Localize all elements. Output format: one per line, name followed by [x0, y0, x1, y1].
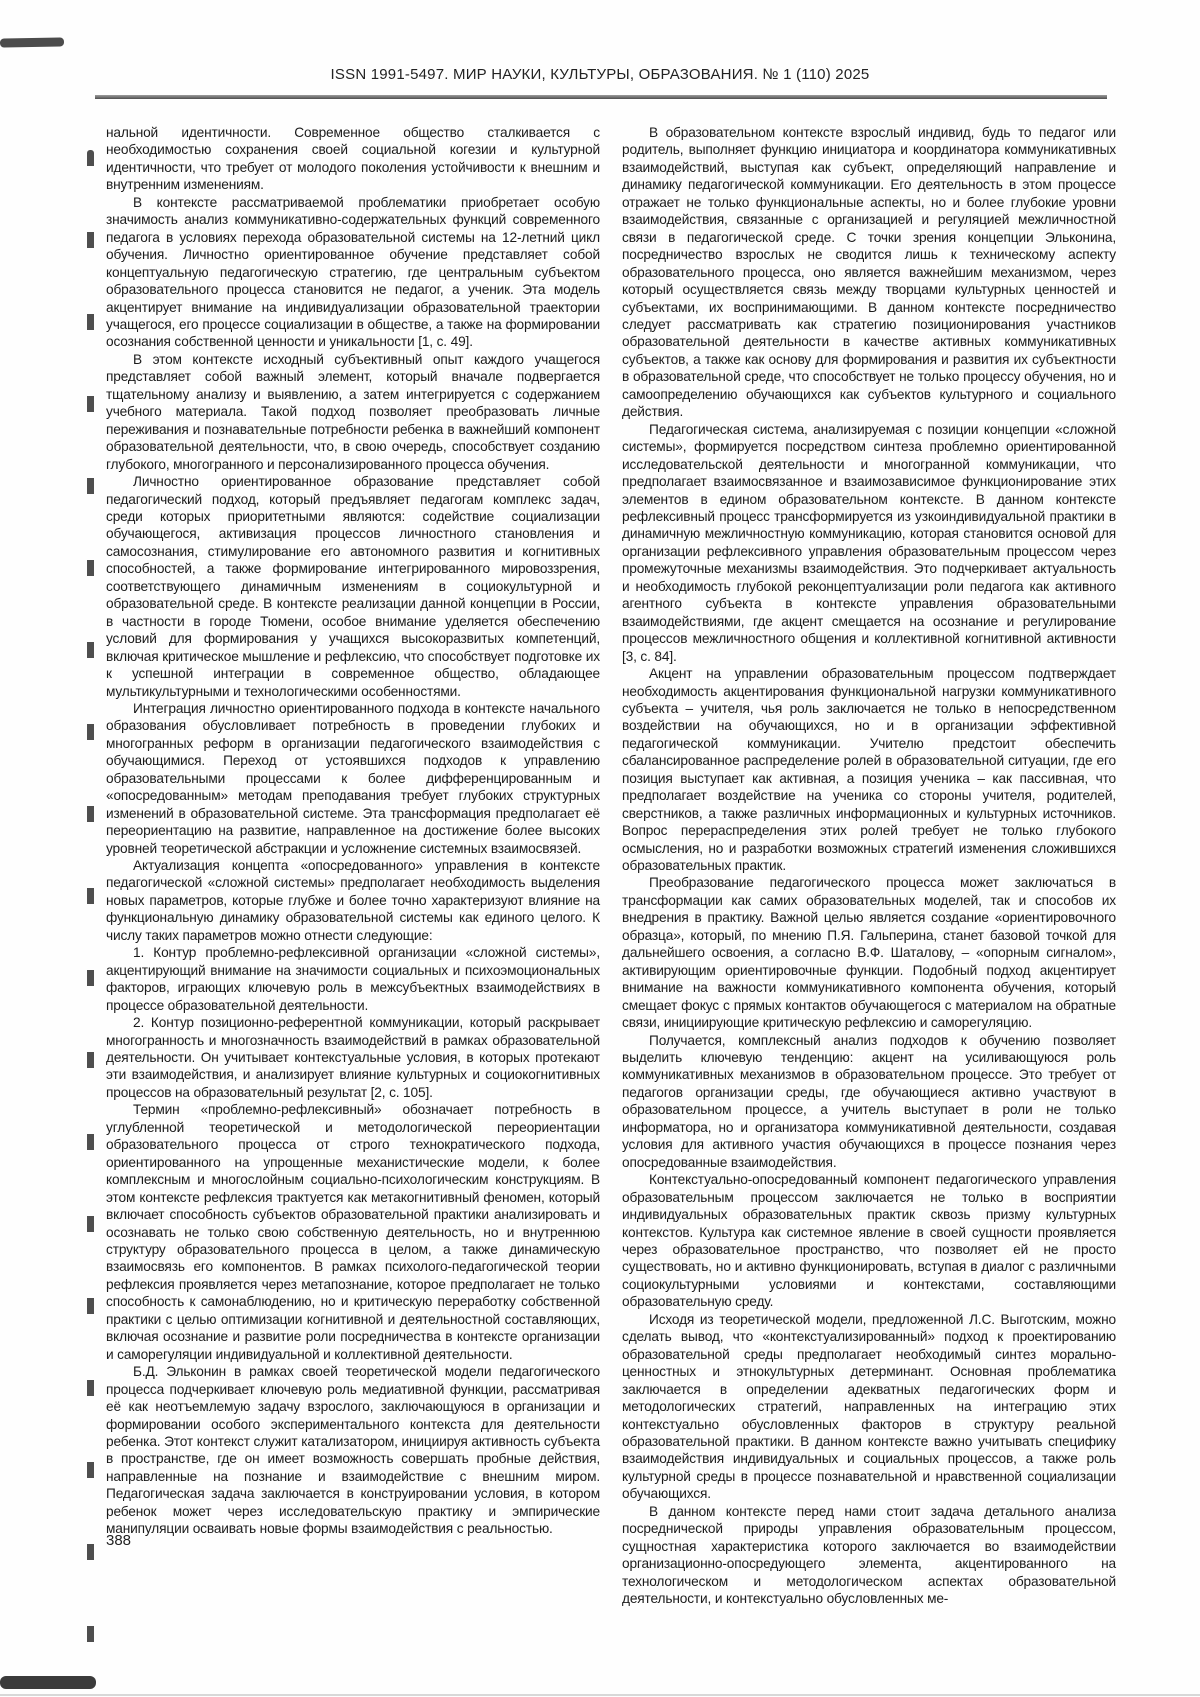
paragraph: Получается, комплексный анализ подходов к обучению позволяет выделить ключевую тенденцию: акцент на усиливающуюся роль коммуникативных механизмов в образовательном процессе. Это требует от педагогов организации среды, где обучающиеся активно участвуют в образовательном процессе, а учитель выступает в роли не только информатора, но и организатора коммуникативной деятельности, создавая условия для активного участия обучающихся в процессе познания через опосредованные взаимодействия. [622, 1032, 1116, 1170]
scan-artifact [0, 1694, 1200, 1696]
paragraph: Преобразование педагогического процесса может заключаться в трансформации как самих образовательных моделей, так и способов их внедрения в практику. Важной целью является создание «ориентировочного образца», который, по мнению П.Я. Гальперина, станет базовой точкой для дальнейшего освоения, а согласно В.Ф. Шаталову, – «опорным сигналом», активирующим ориентировочные функции. Подобный подход акцентирует внимание на важности коммуникативного компонента обучения, который смещает фокус с прямых контактов обучающегося с материалом на обратные связи, инициирующие критическую рефлексию и саморегуляцию. [622, 875, 1116, 1031]
paragraph: Исходя из теоретической модели, предложенной Л.С. Выготским, можно сделать вывод, что «контекстуализированный» подход к проектированию образовательной среды предполагает необходимый синтез морально-ценностных и этнокультурных детерминант. Основная проблематика заключается в определении адекватных педагогических форм и методологических стратегий, направленных на интеграцию этих контекстуально обусловленных факторов в структуру реальной образовательной практики. В данном контексте важно учитывать специфику взаимодействия индивидуальных и социальных процессов, а также роль культурной среды в процессе познавательной и нравственной социализации обучающихся. [622, 1311, 1116, 1502]
paragraph: В образовательном контексте взрослый индивид, будь то педагог или родитель, выполняет функцию инициатора и координатора коммуникативных взаимодействий, выступая как субъект, определяющий направление и динамику педагогической коммуникации. Его деятельность в этом процессе отражает не только функциональные аспекты, но и более глубокие уровни взаимодействия, связанные с организацией и регуляцией межличностной связи в педагогической среде. С точки зрения концепции Эльконина, посредничество взрослых не сводится лишь к техническому аспекту образовательного процесса, оно является важнейшим механизмом, через который осуществляется связь между творцами культурных ценностей и субъектами, их воспринимающими. В данном контексте посредничество следует рассматривать как стратегию позиционирования участников образовательной деятельности в качестве активных коммуникативных субъектов, а также как основу для формирования и развития их субъектности в образовательной среде, что способствует не только процессу обучения, но и самоопределению обучающихся как субъектов культурного и социального действия. [622, 125, 1116, 420]
paragraph-list-item: 1. Контур проблемно-рефлексивной организации «сложной системы», акцентирующий внимание на значимости социальных и психоэмоциональных факторов, играющих ключевую роль в межсубъектных взаимодействиях в процессе образовательной деятельности. [106, 945, 600, 1013]
scan-artifact [0, 37, 64, 47]
paragraph: В данном контексте перед нами стоит задача детального анализа посреднической природы управления образовательным процессом, сущностная характеристика которого заключается во взаимодействии организационно-опосредующего элемента, акцентированного на технологическом и методологическом аспектах образовательной деятельности, и контекстуально обусловленных ме- [622, 1503, 1116, 1607]
paragraph: нальной идентичности. Современное общество сталкивается с необходимостью сохранения своей социальной когезии и культурной идентичности, что требует от молодого поколения устойчивости к внешним и внутренним изменениям. [106, 125, 600, 193]
paragraph: Личностно ориентированное образование представляет собой педагогический подход, который предъявляет педагогам комплекс задач, среди которых приоритетными являются: содействие социализации обучающегося, активизация процессов личностного становления и самосознания, стимулирование его автономного развития и когнитивных способностей, а также формирование интегрированного мировоззрения, соответствующего динамичным изменениям в социокультурной и образовательной среде. В контексте реализации данной концепции в России, в частности в городе Тюмени, особое внимание уделяется обеспечению условий для формирования у учащихся высокоразвитых компетенций, включая критическое мышление и рефлексию, что способствует подготовке их к успешной интеграции в современное общество, обладающее мультикультурными и технологическими особенностями. [106, 474, 600, 699]
article-body [106, 124, 1116, 1608]
paragraph: Контекстуально-опосредованный компонент педагогического управления образовательным процессом заключается не только в восприятии индивидуальных образовательных практик сквозь призму культурных контекстов. Культура как системное явление в своей сущности проявляется через образовательное пространство, что позволяет ей не просто существовать, но и активно функционировать, вступая в диалог с различными социокультурными условиями и контекстами, составляющими образовательную среду. [622, 1172, 1116, 1310]
page-number: 388 [106, 1532, 132, 1549]
paragraph: Термин «проблемно-рефлексивный» обозначает потребность в углубленной теоретической и методологической переориентации образовательного процесса от строго технократического подхода, ориентированного на упрощенные механистические модели, к более комплексным и многослойным социально-психологическим конструкциям. В этом контексте рефлексия трактуется как метакогнитивный феномен, который включает способность субъектов образовательной практики анализировать и осознавать не только свою собственную деятельность, но и внутреннюю структуру образовательного процесса в целом, а также динамическую взаимосвязь его компонентов. В рамках психолого-педагогической теории рефлексия проявляется через метапознание, которое предполагает не только способность к самонаблюдению, но и критическую переработку собственной практики с целью оптимизации когнитивной и деятельностной составляющих, включая осознание и развитие роли посредничества в контексте организации и саморегуляции индивидуальной и коллективной деятельности. [106, 1102, 600, 1362]
left-column [106, 124, 600, 1608]
right-column [622, 124, 1116, 1608]
paragraph: Актуализация концепта «опосредованного» управления в контексте педагогической «сложной системы» предполагает необходимость выделения новых параметров, которые глубже и более точно характеризуют влияние на функциональную динамику образовательной системы как единого целого. К числу таких параметров можно отнести следующие: [106, 858, 600, 943]
paragraph: Б.Д. Эльконин в рамках своей теоретической модели педагогического процесса подчеркивает ключевую роль медиативной функции, рассматривая её как неотъемлемую задачу взрослого, заключающуюся в организации и формировании особого экспериментального контекста для деятельности ребенка. Этот контекст служит катализатором, инициируя активность субъекта в пространстве, где он имеет возможность совершать пробные действия, направленные на познание и взаимодействие с внешним миром. Педагогическая задача заключается в конструировании условия, в котором ребенок может через исследовательскую практику и эмпирические манипуляции осваивать новые формы взаимодействия с реальностью. [106, 1364, 600, 1537]
scan-artifact [87, 150, 94, 1695]
journal-header: ISSN 1991-5497. МИР НАУКИ, КУЛЬТУРЫ, ОБРАЗОВАНИЯ. № 1 (110) 2025 [330, 66, 870, 83]
paragraph: Интеграция личностно ориентированного подхода в контексте начального образования обусловливает потребность в проведении глубоких и многогранных реформ в организации педагогического взаимодействия с обучающимися. Переход от устоявшихся подходов к управлению образовательными процессами к более дифференцированным и «опосредованным» методам преподавания требует глубоких структурных изменений в образовательной системе. Эта трансформация предполагает её переориентацию на развитие, направленное на достижение более высоких уровней теоретической абстракции и усложнение системных взаимосвязей. [106, 700, 600, 856]
paragraph: В этом контексте исходный субъективный опыт каждого учащегося представляет собой важный элемент, который вначале подвергается тщательному анализу и выявлению, а затем интегрируется с содержанием учебного материала. Такой подход позволяет преобразовать личные переживания и познавательные потребности ребенка в важнейший компонент образовательной деятельности, что, в свою очередь, способствует созданию глубокого, многогранного и персонализированного процесса обучения. [106, 351, 600, 472]
paragraph: В контексте рассматриваемой проблематики приобретает особую значимость анализ коммуникативно-содержательных функций современного педагога в условиях перехода образовательной системы на 12-летний цикл обучения. Личностно ориентированное обучение представляет собой концептуальную педагогическую стратегию, где центральным субъектом образовательного процесса становится не педагог, а ученик. Эта модель акцентирует внимание на индивидуализации образовательной траектории учащегося, его процессе социализации в обществе, а также на формировании осознания собственной ценности и уникальности [1, с. 49]. [106, 194, 600, 350]
paragraph-list-item: 2. Контур позиционно-референтной коммуникации, который раскрывает многогранность и многозначность взаимодействий в рамках образовательной деятельности. Он учитывает контекстуальные условия, в которых протекают эти взаимодействия, и анализирует влияние культурных и социокогнитивных процессов на образовательный результат [2, с. 105]. [106, 1015, 600, 1100]
scan-artifact [0, 1676, 96, 1689]
paragraph: Педагогическая система, анализируемая с позиции концепции «сложной системы», формируется посредством синтеза проблемно ориентированной исследовательской деятельности и многогранной коммуникации, что предполагает взаимосвязанное и взаимозависимое функционирование этих элементов в едином образовательном контексте. В данном контексте рефлексивный процесс трансформируется из узкоиндивидуальной практики в динамичную межличностную коммуникацию, которая становится основой для организации рефлексивного управления образовательным процессом через промежуточные механизмы взаимодействия. Это подчеркивает актуальность и необходимость глубокой реконцептуализации роли педагога как активного агентного субъекта в контексте управления образовательными взаимодействиями, где акцент смещается на осознание и регулирование процессов межличностного общения и коллективной когнитивной активности [3, с. 84]. [622, 421, 1116, 664]
paragraph: Акцент на управлении образовательным процессом подтверждает необходимость акцентирования функциональной нагрузки коммуникативного субъекта – учителя, чья роль заключается не только в непосредственном воздействии на обучающихся, но и в организации эффективной педагогической коммуникации. Учителю предстоит обеспечить сбалансированное распределение ролей в образовательной ситуации, где его позиция выступает как активная, а позиция ученика – как пассивная, что предполагает воздействие на ученика со стороны учителя, родителей, сверстников, а также различных информационных и культурных источников. Вопрос перераспределения этих ролей требует не только глубокого осмысления, но и разработки возможных стратегий изменения сложившихся образовательных практик. [622, 666, 1116, 874]
header-rule [95, 95, 1107, 99]
